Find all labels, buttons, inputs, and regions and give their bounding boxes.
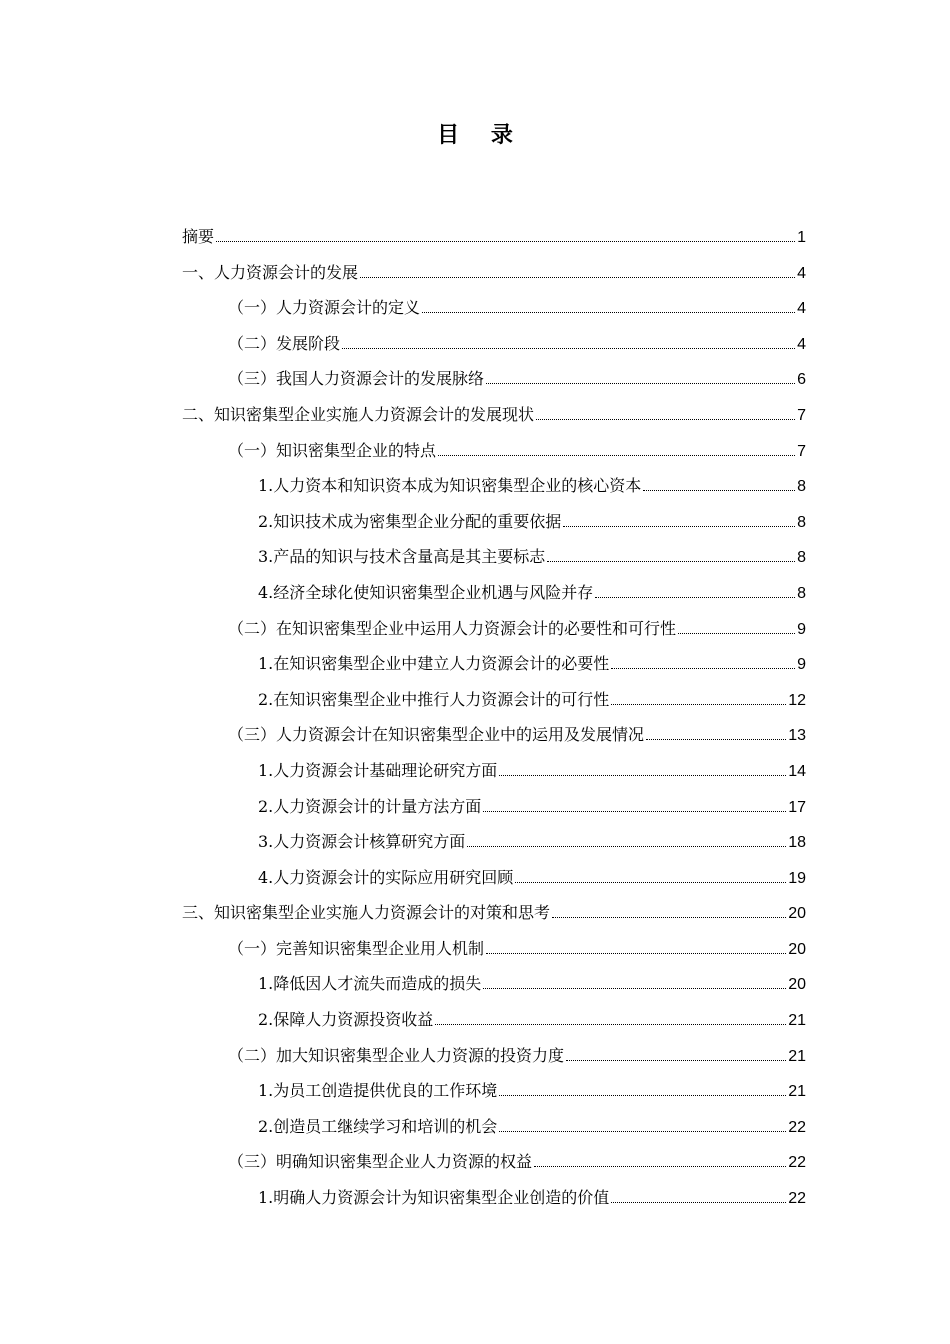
toc-entry[interactable] xyxy=(182,262,806,298)
toc-entry-label: 1.明确人力资源会计为知识密集型企业创造的价值 xyxy=(258,1188,610,1208)
toc-entry[interactable] xyxy=(182,546,806,582)
toc-entry[interactable] xyxy=(182,511,806,547)
toc-entry-page-number: 21 xyxy=(788,1083,806,1101)
toc-entry-page-number: 18 xyxy=(788,834,806,852)
toc-entry[interactable] xyxy=(182,796,806,832)
dot-leader xyxy=(483,811,786,812)
dot-leader xyxy=(422,312,795,313)
toc-entry-label: 2.人力资源会计的计量方法方面 xyxy=(258,796,482,816)
toc-entry[interactable] xyxy=(182,333,806,369)
toc-entry-label: 4.人力资源会计的实际应用研究回顾 xyxy=(258,867,514,887)
toc-entry-label: （一）知识密集型企业的特点 xyxy=(228,440,437,460)
toc-entry[interactable] xyxy=(182,1187,806,1223)
dot-leader xyxy=(499,1095,786,1096)
toc-entry[interactable] xyxy=(182,475,806,511)
toc-entry-label: 3.产品的知识与技术含量高是其主要标志 xyxy=(258,547,546,567)
toc-entry-page-number: 7 xyxy=(797,406,806,424)
dot-leader xyxy=(499,775,786,776)
toc-entry-page-number: 9 xyxy=(797,620,806,638)
dot-leader xyxy=(611,668,795,669)
dot-leader xyxy=(552,917,786,918)
toc-entry-label: 1.降低因人才流失而造成的损失 xyxy=(258,974,482,994)
dot-leader xyxy=(611,704,786,705)
toc-entry-page-number: 1 xyxy=(797,229,806,246)
toc-entry[interactable] xyxy=(182,831,806,867)
toc-entry-page-number: 9 xyxy=(797,656,806,674)
toc-entry[interactable] xyxy=(182,902,806,938)
toc-entry-label: 1.在知识密集型企业中建立人力资源会计的必要性 xyxy=(258,654,610,674)
dot-leader xyxy=(547,561,795,562)
dot-leader xyxy=(438,455,795,456)
dot-leader xyxy=(342,348,795,349)
toc-entry-page-number: 13 xyxy=(788,727,806,745)
toc-entry-page-number: 22 xyxy=(788,1190,806,1208)
toc-entry-page-number: 4 xyxy=(797,335,806,353)
toc-entry-label: 摘要 xyxy=(182,227,215,246)
toc-entry-page-number: 19 xyxy=(788,869,806,887)
dot-leader xyxy=(515,882,786,883)
toc-entry[interactable] xyxy=(182,973,806,1009)
dot-leader xyxy=(360,277,795,278)
toc-entry[interactable] xyxy=(182,1009,806,1045)
toc-entry-label: 1.人力资源会计基础理论研究方面 xyxy=(258,760,498,780)
dot-leader xyxy=(643,490,795,491)
table-of-contents xyxy=(182,226,806,1223)
toc-entry-label: （二）在知识密集型企业中运用人力资源会计的必要性和可行性 xyxy=(228,618,677,638)
dot-leader xyxy=(566,1060,786,1061)
toc-entry-page-number: 12 xyxy=(788,691,806,709)
toc-entry-page-number: 20 xyxy=(788,976,806,994)
toc-entry-label: （一）人力资源会计的定义 xyxy=(228,298,421,318)
toc-entry-page-number: 21 xyxy=(788,1047,806,1065)
toc-entry-page-number: 4 xyxy=(797,300,806,318)
dot-leader xyxy=(678,633,795,634)
toc-entry-label: 2.创造员工继续学习和培训的机会 xyxy=(258,1116,498,1136)
toc-entry-page-number: 8 xyxy=(797,478,806,496)
toc-entry[interactable] xyxy=(182,1045,806,1081)
toc-entry-label: （三）明确知识密集型企业人力资源的权益 xyxy=(228,1152,533,1172)
toc-entry[interactable] xyxy=(182,724,806,760)
toc-entry-label: 1.人力资本和知识资本成为知识密集型企业的核心资本 xyxy=(258,476,642,496)
toc-entry[interactable] xyxy=(182,297,806,333)
toc-entry-label: （二）发展阶段 xyxy=(228,333,341,353)
toc-entry-label: 一、人力资源会计的发展 xyxy=(182,262,359,282)
toc-entry-page-number: 8 xyxy=(797,513,806,531)
toc-entry-label: （三）我国人力资源会计的发展脉络 xyxy=(228,369,485,389)
page-title: 目 录 xyxy=(437,122,525,148)
toc-entry[interactable] xyxy=(182,689,806,725)
toc-entry[interactable] xyxy=(182,938,806,974)
toc-entry-label: 三、知识密集型企业实施人力资源会计的对策和思考 xyxy=(182,903,551,923)
dot-leader xyxy=(595,597,795,598)
toc-entry-page-number: 20 xyxy=(788,940,806,958)
toc-entry[interactable] xyxy=(182,1080,806,1116)
toc-entry-page-number: 20 xyxy=(788,905,806,923)
toc-entry-label: （三）人力资源会计在知识密集型企业中的运用及发展情况 xyxy=(228,725,645,745)
toc-entry-page-number: 8 xyxy=(797,584,806,602)
toc-entry[interactable] xyxy=(182,618,806,654)
dot-leader xyxy=(435,1024,786,1025)
toc-entry-label: 2.在知识密集型企业中推行人力资源会计的可行性 xyxy=(258,689,610,709)
toc-entry[interactable] xyxy=(182,440,806,476)
toc-entry-page-number: 8 xyxy=(797,549,806,567)
toc-entry-label: 2.知识技术成为密集型企业分配的重要依据 xyxy=(258,511,562,531)
toc-entry-page-number: 17 xyxy=(788,798,806,816)
dot-leader xyxy=(486,383,795,384)
toc-entry-label: 1.为员工创造提供优良的工作环境 xyxy=(258,1081,498,1101)
toc-entry[interactable] xyxy=(182,368,806,404)
toc-entry[interactable] xyxy=(182,404,806,440)
toc-entry-label: （二）加大知识密集型企业人力资源的投资力度 xyxy=(228,1045,565,1065)
toc-entry-label: 二、知识密集型企业实施人力资源会计的发展现状 xyxy=(182,404,535,424)
toc-entry[interactable] xyxy=(182,226,806,262)
toc-entry[interactable] xyxy=(182,760,806,796)
dot-leader xyxy=(611,1202,786,1203)
toc-entry[interactable] xyxy=(182,1151,806,1187)
dot-leader xyxy=(499,1131,786,1132)
dot-leader xyxy=(646,739,786,740)
toc-entry-page-number: 14 xyxy=(788,762,806,780)
dot-leader xyxy=(536,419,795,420)
toc-entry[interactable] xyxy=(182,653,806,689)
toc-entry-page-number: 21 xyxy=(788,1012,806,1030)
dot-leader xyxy=(486,953,786,954)
toc-entry-page-number: 7 xyxy=(797,442,806,460)
toc-entry-label: 3.人力资源会计核算研究方面 xyxy=(258,832,466,852)
dot-leader xyxy=(534,1166,786,1167)
toc-entry-label: 2.保障人力资源投资收益 xyxy=(258,1010,434,1030)
toc-entry[interactable] xyxy=(182,1116,806,1152)
toc-entry-page-number: 4 xyxy=(797,264,806,282)
toc-entry-page-number: 22 xyxy=(788,1154,806,1172)
dot-leader xyxy=(483,988,786,989)
dot-leader xyxy=(467,846,786,847)
toc-entry-page-number: 22 xyxy=(788,1118,806,1136)
toc-entry-page-number: 6 xyxy=(797,371,806,389)
toc-entry[interactable] xyxy=(182,867,806,903)
toc-entry-label: 4.经济全球化使知识密集型企业机遇与风险并存 xyxy=(258,582,594,602)
toc-entry[interactable] xyxy=(182,582,806,618)
toc-entry-label: （一）完善知识密集型企业用人机制 xyxy=(228,938,485,958)
dot-leader xyxy=(216,241,795,242)
dot-leader xyxy=(563,526,795,527)
